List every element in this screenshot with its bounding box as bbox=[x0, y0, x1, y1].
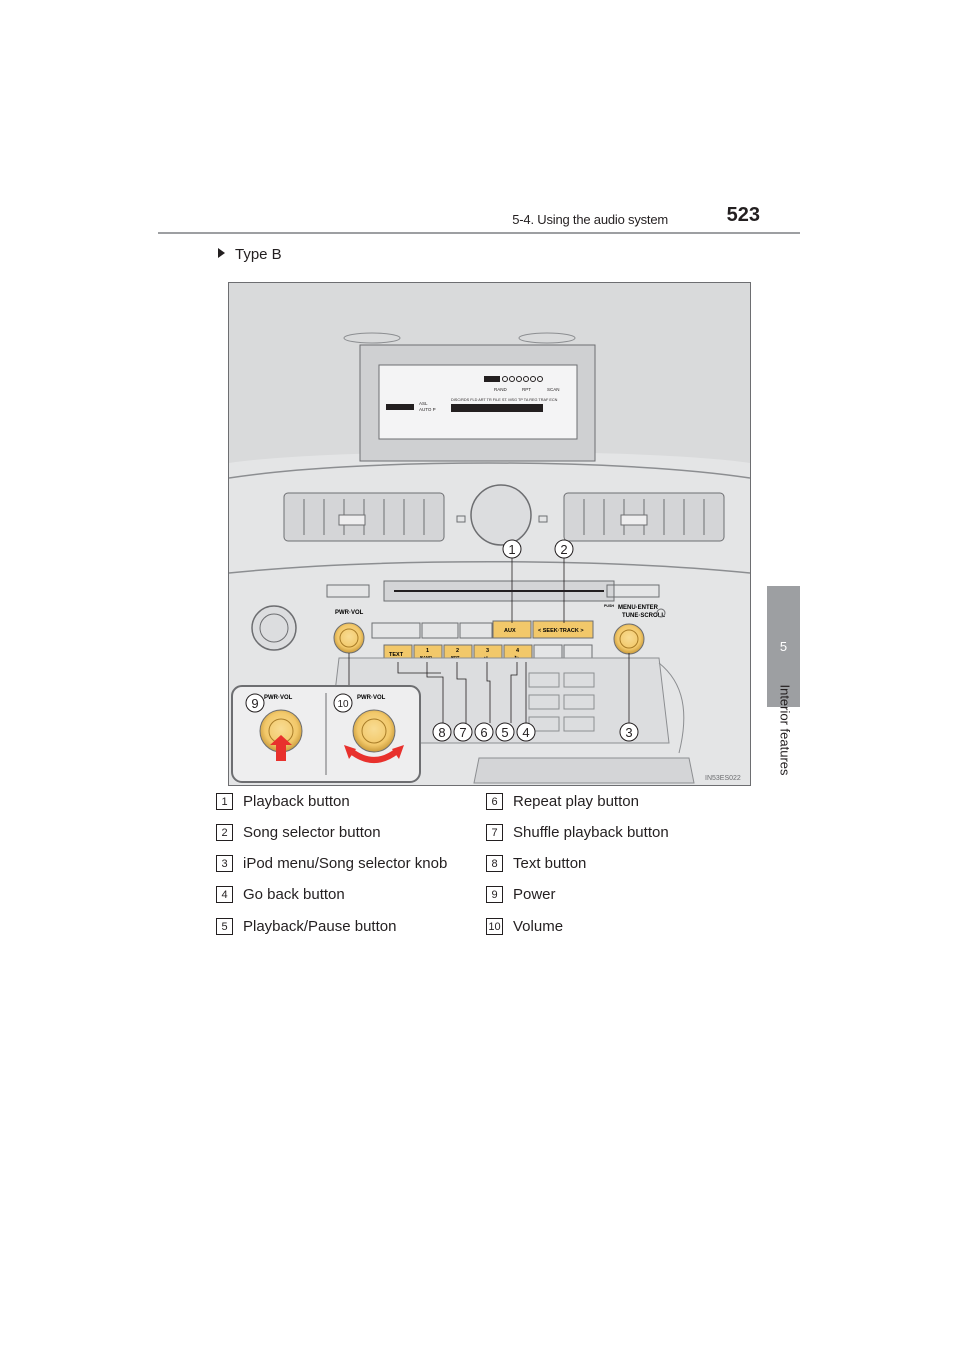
legend-num: 9 bbox=[486, 886, 503, 903]
legend-label: Text button bbox=[513, 854, 587, 872]
display-rand: RAND bbox=[494, 387, 507, 392]
legend-num: 1 bbox=[216, 793, 233, 810]
blank-button-3[interactable] bbox=[460, 623, 492, 638]
menu-enter-label: MENU·ENTER bbox=[618, 605, 658, 611]
legend-item bbox=[216, 915, 396, 937]
page-number: 523 bbox=[726, 204, 760, 226]
text-label: TEXT bbox=[389, 652, 404, 658]
menu-enter-knob[interactable] bbox=[614, 624, 644, 654]
callout-3: 3 bbox=[625, 725, 633, 740]
callout-8: 8 bbox=[438, 725, 446, 740]
audio-panel-svg bbox=[229, 283, 750, 785]
legend-item bbox=[216, 852, 447, 874]
pwr-vol-label: PWR·VOL bbox=[335, 610, 364, 616]
callout-9: 9 bbox=[251, 696, 259, 711]
page-header bbox=[158, 200, 800, 234]
type-heading bbox=[218, 246, 282, 263]
display-status-line: DISC/RDS FLD ART TR FILE ST. MSG TP TA REG TRAF ECN bbox=[451, 398, 558, 402]
preset-3-num: 3 bbox=[486, 648, 490, 654]
inset-knob-volume bbox=[353, 710, 395, 752]
legend-item bbox=[486, 915, 563, 937]
legend-num: 10 bbox=[486, 918, 503, 935]
legend-label: Song selector button bbox=[243, 823, 381, 841]
blank-button-2[interactable] bbox=[422, 623, 458, 638]
legend-item bbox=[486, 883, 556, 905]
right-vent bbox=[564, 493, 724, 541]
legend-label: Power bbox=[513, 885, 556, 903]
legend-label: iPod menu/Song selector knob bbox=[243, 854, 448, 872]
legend-num: 7 bbox=[486, 824, 503, 841]
legend-item bbox=[216, 821, 381, 843]
callout-6: 6 bbox=[480, 725, 488, 740]
legend-label: Volume bbox=[513, 917, 564, 935]
legend-label: Playback button bbox=[243, 792, 350, 810]
triangle-bullet-icon bbox=[218, 248, 225, 258]
preset-4-num: 4 bbox=[516, 648, 520, 654]
legend-num: 2 bbox=[216, 824, 233, 841]
callout-10: 10 bbox=[337, 699, 349, 710]
callout-2: 2 bbox=[560, 542, 568, 557]
legend-item bbox=[216, 790, 350, 812]
inset-pwr-vol-label-right: PWR·VOL bbox=[357, 695, 386, 701]
seek-row bbox=[372, 621, 593, 638]
tune-scroll-label: TUNE·SCROLL bbox=[622, 613, 665, 619]
pwr-vol-knob[interactable] bbox=[334, 623, 364, 653]
legend-item bbox=[216, 883, 345, 905]
display-rpt: RPT bbox=[522, 387, 531, 392]
seek-track-label: < SEEK·TRACK > bbox=[538, 628, 584, 634]
chapter-title-vertical bbox=[775, 680, 795, 780]
figure-code: IN53ES022 bbox=[705, 775, 741, 782]
display-scan: SCAN bbox=[547, 387, 560, 392]
center-clock bbox=[471, 485, 531, 545]
left-vent-tab bbox=[339, 515, 365, 525]
callout-5: 5 bbox=[501, 725, 509, 740]
aux-label: AUX bbox=[504, 628, 516, 634]
callout-4: 4 bbox=[522, 725, 530, 740]
legend-item bbox=[486, 852, 586, 874]
preset-2-num: 2 bbox=[456, 648, 460, 654]
disc-indicator bbox=[484, 376, 500, 382]
blank-button-1[interactable] bbox=[372, 623, 420, 638]
console-tray bbox=[474, 758, 694, 783]
legend-num: 3 bbox=[216, 855, 233, 872]
legend-num: 8 bbox=[486, 855, 503, 872]
callout-1: 1 bbox=[508, 542, 516, 557]
audio-panel-illustration bbox=[228, 282, 751, 786]
legend-label: Repeat play button bbox=[513, 792, 639, 810]
right-vent-tab bbox=[621, 515, 647, 525]
display-segment-left bbox=[386, 404, 414, 410]
legend-num: 5 bbox=[216, 918, 233, 935]
type-label: Type B bbox=[235, 246, 282, 263]
legend-label: Shuffle playback button bbox=[513, 823, 669, 841]
display-asl: ASL bbox=[419, 401, 428, 406]
callout-7: 7 bbox=[459, 725, 467, 740]
display-auto-p: AUTO P bbox=[419, 407, 436, 412]
display-screen bbox=[379, 365, 577, 439]
header-rule bbox=[158, 232, 800, 234]
section-title: 5-4. Using the audio system bbox=[512, 212, 668, 227]
push-label: PUSH bbox=[604, 604, 614, 608]
legend-label: Go back button bbox=[243, 885, 345, 903]
chapter-number: 5 bbox=[779, 639, 788, 654]
inset-pwr-vol-label-left: PWR·VOL bbox=[264, 695, 293, 701]
display-segments-main bbox=[451, 404, 543, 412]
preset-1-num: 1 bbox=[426, 648, 430, 654]
chapter-title: Interior features bbox=[777, 684, 793, 776]
left-vent bbox=[284, 493, 444, 541]
legend-num: 6 bbox=[486, 793, 503, 810]
legend-item bbox=[486, 790, 639, 812]
left-dial bbox=[252, 606, 296, 650]
legend-label: Playback/Pause button bbox=[243, 917, 397, 935]
legend-num: 4 bbox=[216, 886, 233, 903]
legend-item bbox=[486, 821, 669, 843]
